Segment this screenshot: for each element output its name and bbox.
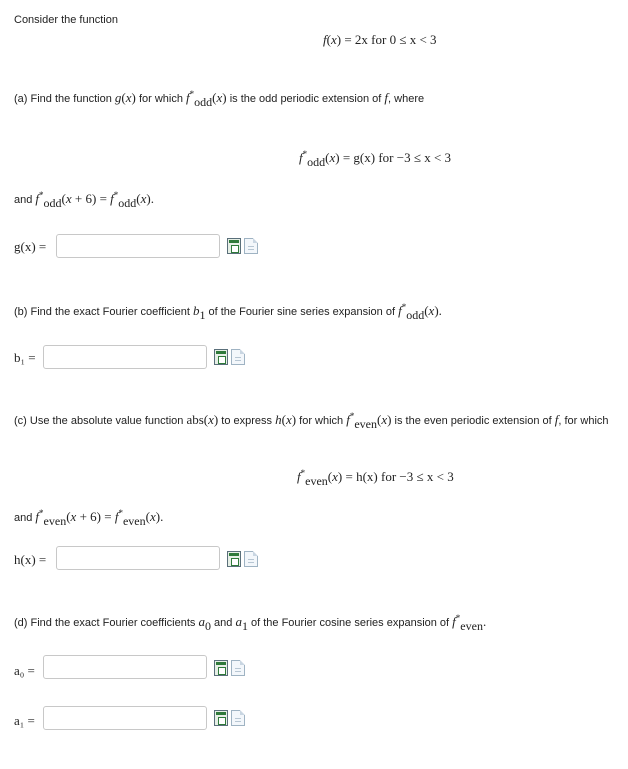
- g-answer-input[interactable]: [56, 234, 220, 258]
- help-icon[interactable]: [244, 551, 258, 567]
- help-icon[interactable]: [231, 710, 245, 726]
- part-b-question: (b) Find the exact Fourier coefficient $b_1$ of the Fourier sine series expansion of $f^*_{odd}(x)$.: [14, 302, 442, 322]
- preview-icon[interactable]: [227, 551, 241, 567]
- h-answer-input[interactable]: [56, 546, 220, 570]
- function-definition: f(x) = 2x for 0 ≤ x < 3: [323, 32, 437, 47]
- help-icon[interactable]: [231, 660, 245, 676]
- a0-answer-input[interactable]: [43, 655, 207, 679]
- part-c-periodicity: and $f^*_{even}(x + 6) = f^*_{even}(x)$.: [14, 508, 164, 528]
- intro-text: Consider the function: [14, 14, 118, 26]
- preview-icon[interactable]: [227, 238, 241, 254]
- preview-icon[interactable]: [214, 660, 228, 676]
- preview-icon[interactable]: [214, 349, 228, 365]
- a1-answer-label: a₁ =: [14, 713, 35, 728]
- h-answer-label: h(x) =: [14, 552, 47, 567]
- a1-answer-input[interactable]: [43, 706, 207, 730]
- part-a-question: (a) Find the function g(x) for which $f^*_{odd}(x)$ is the odd periodic extension of f, where: [14, 89, 425, 109]
- part-c-display-equation: $f^*_{even}(x) = h(x)$ for −3 ≤ x < 3: [297, 468, 454, 488]
- b1-answer-label: b₁ =: [14, 350, 36, 365]
- help-icon[interactable]: [244, 238, 258, 254]
- part-c-question: (c) Use the absolute value function abs(x) to express h(x) for which $f^*_{even}(x)$ is the even periodic extension of f, for which: [14, 411, 609, 431]
- part-d-question: (d) Find the exact Fourier coefficients $a_0$ and $a_1$ of the Fourier cosine series expansion of $f^*_{even}$.: [14, 613, 487, 633]
- g-answer-label: g(x) =: [14, 239, 47, 254]
- help-icon[interactable]: [231, 349, 245, 365]
- a0-answer-label: a₀ =: [14, 663, 35, 678]
- preview-icon[interactable]: [214, 710, 228, 726]
- b1-answer-input[interactable]: [43, 345, 207, 369]
- part-a-periodicity: and $f^*_{odd}(x + 6) = f^*_{odd}(x)$.: [14, 190, 155, 210]
- part-a-display-equation: $f^*_{odd}(x) = g(x)$ for −3 ≤ x < 3: [299, 149, 452, 169]
